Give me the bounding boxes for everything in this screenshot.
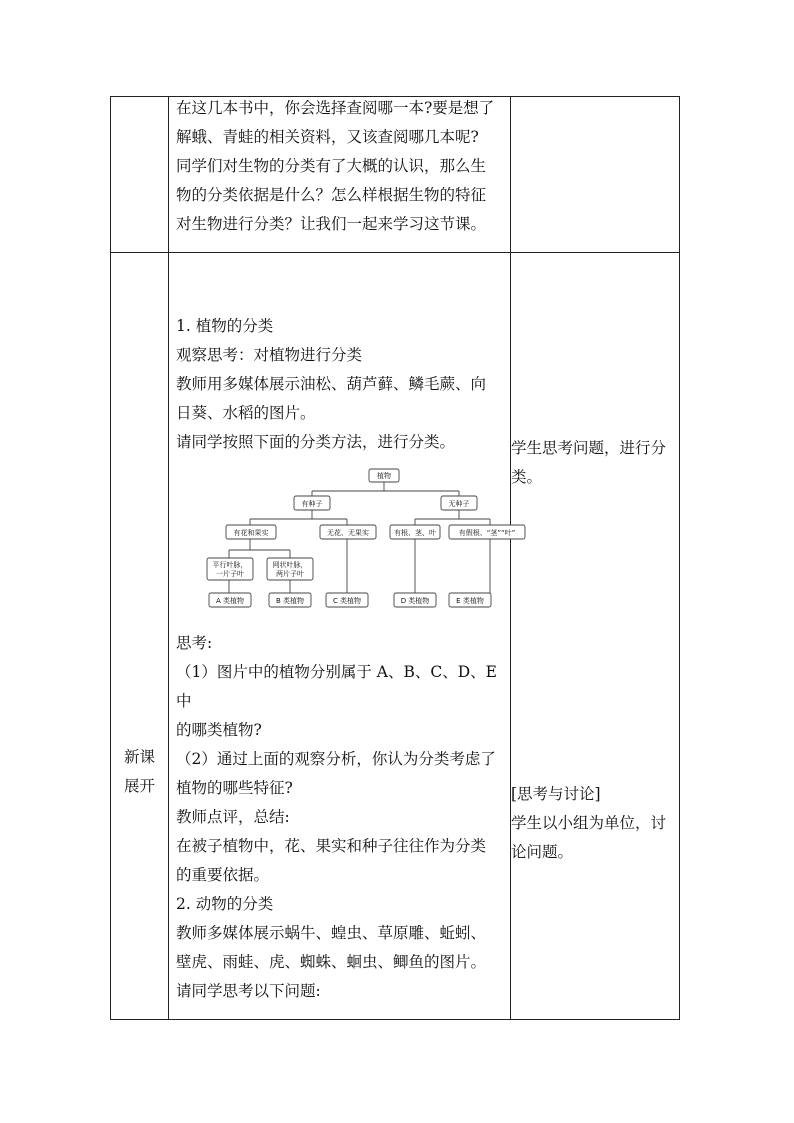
node-reticulate-label-2: 两片子叶 bbox=[276, 570, 304, 579]
discuss-label: [思考与讨论] bbox=[511, 785, 601, 804]
node-flower-fruit-label: 有花和果实 bbox=[233, 529, 269, 538]
question-line: 的哪类植物? bbox=[176, 721, 262, 740]
node-reticulate-label-1: 网状叶脉， bbox=[272, 561, 308, 570]
node-parallel-label-1: 平行叶脉， bbox=[212, 561, 248, 570]
content-cell bbox=[169, 253, 516, 1020]
question-line: （1）图片中的植物分别属于 A、B、C、D、E 中 bbox=[176, 663, 497, 711]
summary-line: 的重要依据。 bbox=[176, 866, 270, 885]
node-parallel-label-2: 一片子叶 bbox=[216, 570, 244, 579]
intro-cell bbox=[169, 97, 511, 253]
section-label-line: 展开 bbox=[123, 777, 155, 796]
think-label: 思考: bbox=[176, 634, 213, 653]
section-label-cell bbox=[111, 253, 169, 1020]
node-class-d-label: D 类植物 bbox=[400, 597, 430, 606]
activity-cell bbox=[511, 253, 680, 1020]
node-class-e-label: E 类植物 bbox=[456, 597, 484, 606]
node-class-c-label: C 类植物 bbox=[332, 597, 362, 606]
summary-label: 教师点评，总结: bbox=[176, 808, 290, 827]
table-row bbox=[111, 97, 680, 253]
plant-section-title: 1. 植物的分类 bbox=[176, 317, 274, 336]
table-row bbox=[111, 253, 680, 1020]
node-has-seed-label: 有种子 bbox=[301, 500, 323, 509]
observe-line: 观察思考：对植物进行分类 bbox=[176, 346, 363, 365]
node-false-root-label: 有假根、“茎”“叶” bbox=[458, 529, 516, 538]
section-label-line: 新课 bbox=[123, 748, 155, 767]
summary-line: 在被子植物中，花、果实和种子往往作为分类 bbox=[176, 837, 487, 856]
empty-activity-cell bbox=[511, 97, 680, 253]
intro-line: 解蛾、青蛙的相关资料，又该查阅哪几本呢? bbox=[176, 128, 479, 146]
intro-line: 物的分类依据是什么？怎么样根据生物的特征 bbox=[176, 186, 487, 204]
intro-line: 同学们对生物的分类有了大概的认识，那么生 bbox=[176, 157, 487, 175]
teacher-line: 教师用多媒体展示油松、葫芦藓、鳞毛蕨、向 bbox=[176, 375, 487, 394]
plant-classification-diagram bbox=[183, 461, 516, 621]
node-class-a-label: A 类植物 bbox=[215, 597, 245, 606]
student-activity-line: 类。 bbox=[511, 468, 543, 487]
intro-line: 对生物进行分类？让我们一起来学习这节课。 bbox=[176, 215, 487, 233]
node-root-stem-leaf-label: 有根、茎、叶 bbox=[394, 529, 436, 538]
empty-label-cell bbox=[111, 97, 169, 253]
animal-line: 请同学思考以下问题: bbox=[176, 982, 321, 1001]
teacher-line: 日葵、水稻的图片。 bbox=[176, 404, 316, 423]
discuss-line: 学生以小组为单位，讨 bbox=[511, 814, 667, 833]
question-line: （2）通过上面的观察分析，你认为分类考虑了 bbox=[176, 750, 496, 769]
student-activity-line: 学生思考问题，进行分 bbox=[511, 439, 667, 458]
intro-line: 在这几本书中，你会选择查阅哪一本?要是想了 bbox=[176, 99, 495, 117]
node-no-seed-label: 无种子 bbox=[448, 500, 470, 509]
instruction-line: 请同学按照下面的分类方法，进行分类。 bbox=[176, 433, 456, 452]
animal-line: 教师多媒体展示蜗牛、蝗虫、草原雕、蚯蚓、 bbox=[176, 924, 487, 943]
animal-section-title: 2. 动物的分类 bbox=[176, 895, 274, 914]
discuss-line: 论问题。 bbox=[511, 843, 574, 862]
animal-line: 壁虎、雨蛙、虎、蜘蛛、蛔虫、鲫鱼的图片。 bbox=[176, 953, 487, 972]
lesson-plan-table bbox=[110, 96, 680, 1020]
node-root-label: 植物 bbox=[377, 472, 391, 481]
node-class-b-label: B 类植物 bbox=[275, 597, 305, 606]
question-line: 植物的哪些特征? bbox=[176, 779, 293, 798]
node-no-flower-fruit-label: 无花、无果实 bbox=[327, 529, 369, 538]
